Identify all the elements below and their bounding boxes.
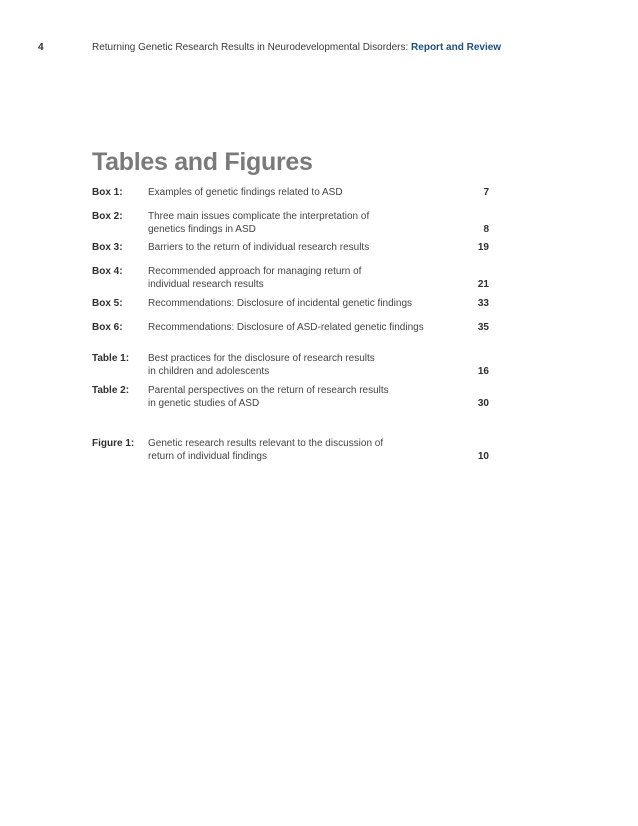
- entry-label: Table 2:: [92, 385, 130, 396]
- running-title-accent: Report and Review: [411, 42, 502, 53]
- box-entry-2: [92, 210, 489, 241]
- entry-label: Box 6:: [92, 322, 123, 333]
- entry-title: [148, 186, 448, 199]
- entry-page-number: 8: [483, 224, 489, 235]
- entry-title: [148, 352, 448, 378]
- page-title: Tables and Figures: [92, 148, 313, 176]
- entry-title: [148, 321, 448, 334]
- entry-title: [148, 437, 448, 463]
- tables-list: [92, 352, 489, 416]
- entry-label: Box 1:: [92, 187, 123, 198]
- entry-label: Box 3:: [92, 242, 123, 253]
- entry-title-line: genetics findings in ASD: [148, 224, 256, 235]
- entry-label: Figure 1:: [92, 438, 135, 449]
- entry-label: Box 2:: [92, 211, 123, 222]
- entry-page-number: 19: [477, 242, 489, 253]
- box-entry-1: [92, 186, 489, 210]
- entry-label: Box 4:: [92, 266, 123, 277]
- entry-title-line: Barriers to the return of individual research results: [148, 242, 370, 253]
- entry-title: [148, 265, 448, 291]
- entry-title-line: Examples of genetic findings related to ASD: [148, 187, 343, 198]
- entry-page-number: 7: [483, 187, 489, 198]
- box-entry-4: [92, 265, 489, 297]
- entry-title: [148, 210, 448, 236]
- entry-title: [148, 297, 448, 310]
- running-header: [38, 41, 508, 55]
- running-title: [92, 41, 501, 55]
- entry-title-line: Recommended approach for managing return of: [148, 266, 362, 277]
- box-entry-5: [92, 297, 489, 321]
- entry-title-line: Recommendations: Disclosure of incidental genetic findings: [148, 298, 413, 309]
- entry-title-line: Recommendations: Disclosure of ASD-related genetic findings: [148, 322, 424, 333]
- page-number: 4: [38, 42, 44, 53]
- figures-list: [92, 437, 489, 469]
- box-entry-6: [92, 321, 489, 345]
- entry-title-line: Parental perspectives on the return of research results: [148, 385, 389, 396]
- entry-title-line: individual research results: [148, 279, 264, 290]
- running-title-text: Returning Genetic Research Results in Neurodevelopmental Disorders:: [92, 42, 412, 53]
- entry-title-line: Genetic research results relevant to the discussion of: [148, 438, 384, 449]
- entry-label: Table 1:: [92, 353, 130, 364]
- entry-title-line: Three main issues complicate the interpretation of: [148, 211, 370, 222]
- entry-label: Box 5:: [92, 298, 123, 309]
- entry-page-number: 30: [477, 398, 489, 409]
- entry-page-number: 35: [477, 322, 489, 333]
- table-entry-2: [92, 384, 489, 416]
- entry-title-line: in children and adolescents: [148, 366, 270, 377]
- entry-title-line: in genetic studies of ASD: [148, 398, 260, 409]
- figure-entry-1: [92, 437, 489, 469]
- boxes-list: [92, 186, 489, 345]
- entry-page-number: 21: [477, 279, 489, 290]
- entry-page-number: 16: [477, 366, 489, 377]
- entry-page-number: 10: [477, 451, 489, 462]
- entry-title-line: return of individual findings: [148, 451, 267, 462]
- entry-title: [148, 241, 448, 254]
- box-entry-3: [92, 241, 489, 265]
- entry-title: [148, 384, 448, 410]
- entry-page-number: 33: [477, 298, 489, 309]
- entry-title-line: Best practices for the disclosure of research results: [148, 353, 375, 364]
- table-entry-1: [92, 352, 489, 384]
